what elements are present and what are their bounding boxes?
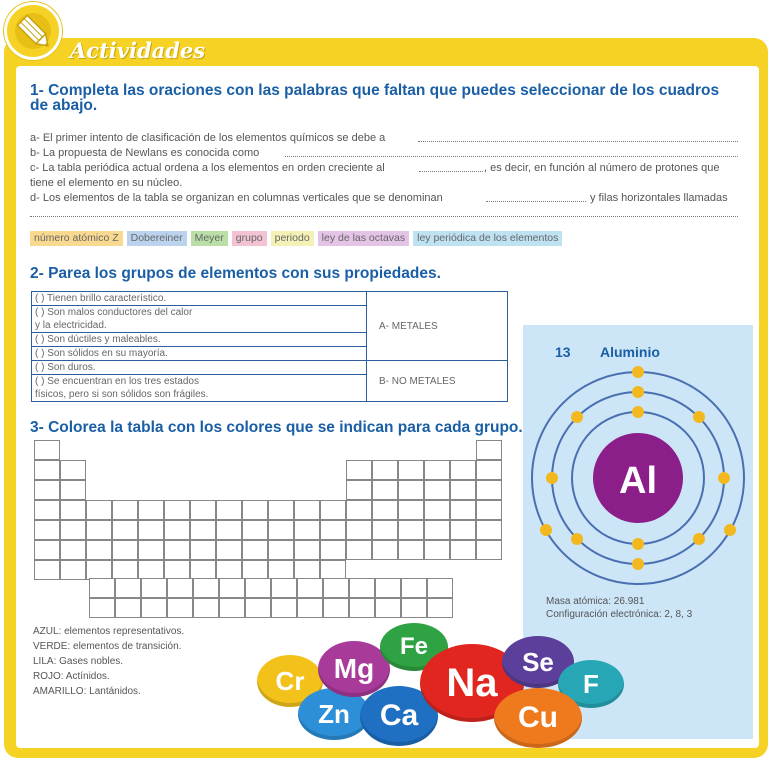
table-cell[interactable] <box>297 598 323 618</box>
table-cell[interactable] <box>219 578 245 598</box>
table-cell[interactable] <box>320 520 346 540</box>
table-cell[interactable] <box>190 520 216 540</box>
table-cell[interactable] <box>245 578 271 598</box>
table-cell[interactable] <box>138 520 164 540</box>
table-cell[interactable] <box>424 500 450 520</box>
properties-table <box>31 291 508 402</box>
table-cell[interactable] <box>190 560 216 580</box>
legend-item: AMARILLO: Lantánidos. <box>33 686 141 697</box>
table-cell[interactable] <box>115 578 141 598</box>
table-cell[interactable] <box>242 540 268 560</box>
atomic-number: 13 <box>555 344 571 360</box>
table-cell[interactable] <box>245 598 271 618</box>
table-cell[interactable] <box>34 500 60 520</box>
table-cell[interactable] <box>294 560 320 580</box>
table-cell[interactable] <box>193 578 219 598</box>
q1-title-line2: de abajo. <box>30 97 98 114</box>
table-cell[interactable] <box>86 520 112 540</box>
table-cell[interactable] <box>60 560 86 580</box>
electron-config: Configuración electrónica: 2, 8, 3 <box>546 609 693 620</box>
table-cell[interactable] <box>164 560 190 580</box>
element-ball-se: Se <box>502 636 574 688</box>
table-cell[interactable] <box>372 480 398 500</box>
property-row[interactable]: ( ) Son dúctiles y maleables. <box>32 333 367 347</box>
table-cell[interactable] <box>86 540 112 560</box>
table-cell[interactable] <box>190 540 216 560</box>
table-cell[interactable] <box>427 598 453 618</box>
table-cell[interactable] <box>323 598 349 618</box>
word-chip[interactable]: grupo <box>232 231 267 246</box>
q1-sentence-d: d- Los elementos de la tabla se organizan en columnas verticales que se denominan <box>30 192 443 204</box>
property-row[interactable]: ( ) Se encuentran en los tres estados físicos, pero si son sólidos son frágiles. <box>32 375 367 402</box>
table-cell[interactable] <box>294 540 320 560</box>
table-cell[interactable] <box>86 560 112 580</box>
legend-item: LILA: Gases nobles. <box>33 656 124 667</box>
color-legend <box>33 624 184 699</box>
table-cell[interactable] <box>115 598 141 618</box>
table-cell[interactable] <box>34 540 60 560</box>
table-cell[interactable] <box>112 540 138 560</box>
table-cell[interactable] <box>164 500 190 520</box>
word-chip[interactable]: periodo <box>271 231 314 246</box>
table-cell[interactable] <box>450 500 476 520</box>
q1-sentence-d-cont: y filas horizontales llamadas <box>590 192 728 204</box>
word-chip[interactable]: Meyer <box>191 231 228 246</box>
table-cell[interactable] <box>138 540 164 560</box>
q1-blank-c[interactable] <box>419 171 483 172</box>
table-cell[interactable] <box>34 480 60 500</box>
table-cell[interactable] <box>216 500 242 520</box>
q2-title: 2- Parea los grupos de elementos con sus propiedades. <box>30 265 441 282</box>
group-no-metales: B- NO METALES <box>367 361 508 402</box>
table-cell[interactable] <box>242 520 268 540</box>
table-cell[interactable] <box>424 520 450 540</box>
table-cell[interactable] <box>476 500 502 520</box>
word-bank <box>30 231 562 246</box>
table-cell[interactable] <box>86 500 112 520</box>
pencil-badge <box>4 2 62 60</box>
table-cell[interactable] <box>349 598 375 618</box>
table-cell[interactable] <box>167 578 193 598</box>
word-chip[interactable]: ley de las octavas <box>318 231 409 246</box>
table-cell[interactable] <box>398 540 424 560</box>
table-cell[interactable] <box>242 500 268 520</box>
element-ball-cu: Cu <box>494 688 582 748</box>
table-cell[interactable] <box>320 560 346 580</box>
table-cell[interactable] <box>427 578 453 598</box>
table-cell[interactable] <box>375 598 401 618</box>
table-cell[interactable] <box>60 460 86 480</box>
table-cell[interactable] <box>112 520 138 540</box>
table-cell[interactable] <box>294 500 320 520</box>
table-cell[interactable] <box>34 460 60 480</box>
element-ball-fe: Fe <box>380 623 448 671</box>
q1-blank-d2[interactable] <box>30 216 738 217</box>
table-cell[interactable] <box>268 540 294 560</box>
table-cell[interactable] <box>164 520 190 540</box>
table-cell[interactable] <box>60 540 86 560</box>
table-cell[interactable] <box>450 520 476 540</box>
table-cell[interactable] <box>372 520 398 540</box>
element-ball-f: F <box>558 660 624 708</box>
table-cell[interactable] <box>398 460 424 480</box>
table-cell[interactable] <box>398 500 424 520</box>
element-ball-ca: Ca <box>360 686 438 746</box>
q1-sentence-c: c- La tabla periódica actual ordena a los elementos en orden creciente al <box>30 162 385 174</box>
table-cell[interactable] <box>294 520 320 540</box>
table-cell[interactable] <box>167 598 193 618</box>
table-cell[interactable] <box>112 560 138 580</box>
table-cell[interactable] <box>268 520 294 540</box>
word-chip[interactable]: número atómico Z <box>30 231 123 246</box>
table-cell[interactable] <box>476 540 502 560</box>
table-cell[interactable] <box>476 480 502 500</box>
element-name: Aluminio <box>600 344 660 360</box>
table-cell[interactable] <box>424 480 450 500</box>
table-cell[interactable] <box>271 598 297 618</box>
element-symbol: Al <box>619 459 657 502</box>
table-cell[interactable] <box>112 500 138 520</box>
q1-title-line1: 1- Completa las oraciones con las palabras que faltan que puedes seleccionar de los cuadros <box>30 82 720 99</box>
table-cell[interactable] <box>476 520 502 540</box>
table-cell[interactable] <box>164 540 190 560</box>
q1-blank-a[interactable] <box>418 141 738 142</box>
table-cell[interactable] <box>89 598 115 618</box>
page-title: Actividades <box>70 38 206 63</box>
table-cell[interactable] <box>346 500 372 520</box>
table-cell[interactable] <box>320 540 346 560</box>
property-row[interactable]: ( ) Tienen brillo característico. <box>32 292 367 306</box>
table-cell[interactable] <box>346 540 372 560</box>
q1-sentence-a: a- El primer intento de clasificación de los elementos químicos se debe a <box>30 132 386 144</box>
table-cell[interactable] <box>34 520 60 540</box>
word-chip[interactable]: ley periódica de los elementos <box>413 231 562 246</box>
table-cell[interactable] <box>450 540 476 560</box>
table-cell[interactable] <box>476 440 502 460</box>
table-cell[interactable] <box>193 598 219 618</box>
table-cell[interactable] <box>424 540 450 560</box>
table-cell[interactable] <box>450 480 476 500</box>
table-cell[interactable] <box>450 460 476 480</box>
table-cell[interactable] <box>34 560 60 580</box>
legend-item: VERDE: elementos de transición. <box>33 641 182 652</box>
table-cell[interactable] <box>34 440 60 460</box>
table-cell[interactable] <box>268 560 294 580</box>
legend-item: AZUL: elementos representativos. <box>33 626 185 637</box>
table-cell[interactable] <box>401 598 427 618</box>
table-cell[interactable] <box>398 520 424 540</box>
table-cell[interactable] <box>372 540 398 560</box>
element-info <box>546 595 692 621</box>
q1-sentence-b: b- La propuesta de Newlans es conocida como <box>30 147 260 159</box>
q1-blank-d1[interactable] <box>486 201 586 202</box>
table-cell[interactable] <box>60 480 86 500</box>
table-cell[interactable] <box>401 578 427 598</box>
pencil-icon <box>4 2 62 60</box>
table-cell[interactable] <box>372 500 398 520</box>
q1-sentence-c-end: tiene el elemento en su núcleo. <box>30 177 183 189</box>
property-row[interactable]: ( ) Son duros. <box>32 361 367 375</box>
table-cell[interactable] <box>216 540 242 560</box>
table-cell[interactable] <box>476 460 502 480</box>
table-cell[interactable] <box>89 578 115 598</box>
table-cell[interactable] <box>346 460 372 480</box>
table-cell[interactable] <box>190 500 216 520</box>
table-cell[interactable] <box>320 500 346 520</box>
table-cell[interactable] <box>271 578 297 598</box>
table-cell[interactable] <box>216 520 242 540</box>
table-cell[interactable] <box>398 480 424 500</box>
table-cell[interactable] <box>346 480 372 500</box>
table-cell[interactable] <box>242 560 268 580</box>
element-ball-cr: Cr <box>257 655 323 707</box>
table-cell[interactable] <box>60 520 86 540</box>
legend-item: ROJO: Actínidos. <box>33 671 110 682</box>
table-cell[interactable] <box>346 520 372 540</box>
table-cell[interactable] <box>372 460 398 480</box>
table-cell[interactable] <box>323 578 349 598</box>
property-row[interactable]: ( ) Son malos conductores del calor y la electricidad. <box>32 306 367 333</box>
table-cell[interactable] <box>349 578 375 598</box>
q3-title: 3- Colorea la tabla con los colores que se indican para cada grupo. <box>30 419 523 436</box>
table-cell[interactable] <box>219 598 245 618</box>
word-chip[interactable]: Dobereiner <box>127 231 187 246</box>
group-metales: A- METALES <box>367 292 508 361</box>
element-ball-na: Na <box>420 644 524 722</box>
table-cell[interactable] <box>60 500 86 520</box>
atomic-mass: Masa atómica: 26.981 <box>546 596 645 607</box>
table-cell[interactable] <box>297 578 323 598</box>
table-cell[interactable] <box>141 598 167 618</box>
element-ball-mg: Mg <box>318 641 390 697</box>
table-cell[interactable] <box>268 500 294 520</box>
table-cell[interactable] <box>424 460 450 480</box>
table-cell[interactable] <box>141 578 167 598</box>
element-ball-zn: Zn <box>298 688 370 740</box>
table-cell[interactable] <box>138 500 164 520</box>
property-row[interactable]: ( ) Son sólidos en su mayoría. <box>32 347 367 361</box>
table-cell[interactable] <box>375 578 401 598</box>
table-cell[interactable] <box>138 560 164 580</box>
q1-blank-b[interactable] <box>285 156 738 157</box>
q1-sentence-c-cont: , es decir, en función al número de protones que <box>484 162 720 174</box>
table-cell[interactable] <box>216 560 242 580</box>
